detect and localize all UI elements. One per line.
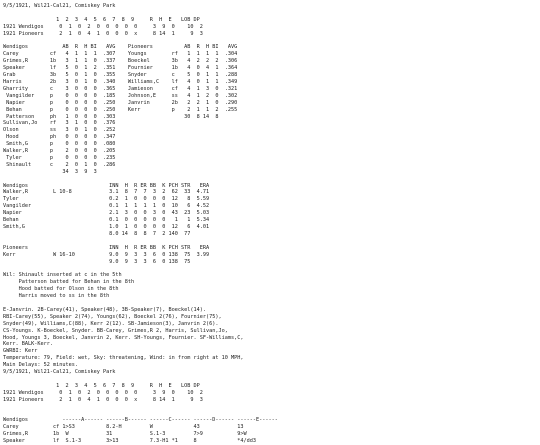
text-line: Hood batted for Olson in the 8th <box>3 286 119 293</box>
box-score-document <box>3 3 278 445</box>
text-line: Grimes,R 1b 3 1 1 0 .337 Boeckel 3b 4 2 2 2 .306 <box>3 58 238 65</box>
text-line: Shinault c 2 0 1 0 .286 <box>3 161 116 168</box>
text-line: Carey cf 1>S3 8.2-H W 43 13 <box>3 424 244 431</box>
text-line: Hood ph 0 0 0 0 .347 <box>3 134 116 141</box>
text-line: 9/5/1921, Wil21-Cal21, Comiskey Park <box>3 369 116 376</box>
text-line: 34 3 9 3 <box>3 168 97 175</box>
text-line: 9.0 9 3 3 6 0 138 75 <box>3 258 191 265</box>
text-line: Walker,R p 2 0 0 0 .205 <box>3 148 116 155</box>
text-line: Speaker lf 5 0 1 2 .351 Fournier 1b 4 0 4 1 .364 <box>3 65 238 72</box>
text-line: Napier 2.1 3 0 0 3 0 43 23 5.03 <box>3 210 210 217</box>
text-line: Vangilder 0.1 1 1 1 1 0 10 6 4.52 <box>3 203 210 210</box>
text-line: 1 2 3 4 5 6 7 8 9 R H E LOB DP <box>3 382 200 389</box>
text-line: RBI-Carey(55), Speaker 2(74), Youngs(62), Boeckel 2(76), Fournier(75), <box>3 313 222 320</box>
text-line: Temperature: 79, Field: wet, Sky: threatening, Wind: in from right at 10 MPH, <box>3 355 244 362</box>
text-line: E-Janvrin. 2B-Carey(41), Speaker(48), 3B-Speaker(7), Boeckel(14). <box>3 306 207 313</box>
text-line: Kerr. BALK-Kerr. <box>3 341 53 348</box>
text-line: Harris moved to ss in the 8th <box>3 293 110 300</box>
text-line: Tyler p 0 0 0 0 .235 <box>3 154 116 161</box>
text-line: Behan 0.1 0 0 0 0 0 1 1 5.34 <box>3 217 210 224</box>
text-line: 9/5/1921, Wil21-Cal21, Comiskey Park <box>3 3 116 9</box>
text-line: Tyler 0.2 1 0 0 0 0 12 8 5.59 <box>3 196 210 203</box>
text-line: Wendigos AB R H BI AVG Pioneers AB R H BI AVG <box>3 44 238 51</box>
blank-line <box>3 265 278 272</box>
blank-line <box>3 176 278 183</box>
text-line: Smith,G p 0 0 0 0 .080 <box>3 141 116 148</box>
text-line: Main Delays: 52 minutes. <box>3 362 78 369</box>
text-line: Smith,G 1.0 1 0 0 0 0 12 6 4.01 <box>3 224 210 230</box>
text-line: Kerr W 16-10 9.0 9 3 3 6 0 138 75 3.99 <box>3 251 210 258</box>
text-line: 1921 Pioneers 2 1 0 4 1 0 0 0 x 8 14 1 9 3 <box>3 30 203 37</box>
text-line: Wendigos INN H R ER BB K PCH STR ERA <box>3 182 210 189</box>
blank-line <box>3 38 278 45</box>
blank-line <box>3 300 278 307</box>
text-line: Pioneers INN H R ER BB K PCH STR ERA <box>3 244 210 251</box>
text-line: Patterson ph 1 0 0 0 .303 30 8 14 8 <box>3 113 219 120</box>
text-line: 1921 Pioneers 2 1 0 4 1 0 0 0 x 8 14 1 9 3 <box>3 396 203 403</box>
text-line: Speaker lf S.1-3 3>13 7.3-H1 *1 8 *4/dd3 <box>3 438 256 445</box>
text-line: Behan p 0 0 0 0 .250 Kerr p 2 1 1 2 .255 <box>3 106 238 113</box>
text-line: Patterson batted for Behan in the 8th <box>3 279 135 286</box>
text-line: Walker,R L 10-8 3.1 8 7 7 3 2 62 33 4.71 <box>3 189 210 196</box>
blank-line <box>3 410 278 417</box>
text-line: 1921 Wendigos 0 1 0 2 0 0 0 0 0 3 9 0 10 2 <box>3 23 203 30</box>
text-line: 1921 Wendigos 0 1 0 2 0 0 0 0 0 3 9 0 10 2 <box>3 389 203 396</box>
text-line: Wendigos ------A------ ------B------ ------C------ ------D------ ------E------ <box>3 417 278 424</box>
text-line: Grab 3b 5 0 1 0 .355 Snyder c 5 0 1 1 .288 <box>3 72 238 79</box>
text-line: Snyder(49), Williams,C(88), Kerr 2(12). SB-Jamieson(3), Janvrin 2(6). <box>3 320 219 327</box>
blank-line <box>3 376 278 383</box>
text-line: CS-Youngs. K-Boeckel, Snyder. BB-Carey, Grimes,R 2, Harris, Sullivan,Jo, <box>3 327 228 334</box>
text-line: Sullivan,Jo rf 3 1 0 0 .376 <box>3 120 116 127</box>
blank-line <box>3 10 278 17</box>
text-line: Napier p 0 0 0 0 .250 Janvrin 2b 2 2 1 0 .290 <box>3 99 238 106</box>
text-line: 8.0 14 8 8 7 2 140 77 <box>3 230 191 237</box>
text-line: GWRBI: Kerr <box>3 348 38 355</box>
text-line: Wil: Shinault inserted at c in the 5th <box>3 272 122 279</box>
text-line: Carey cf 4 1 1 1 .307 Youngs rf 1 1 1 1 .304 <box>3 51 238 58</box>
text-line: 1 2 3 4 5 6 7 8 9 R H E LOB DP <box>3 16 200 23</box>
text-line: Vangilder p 0 0 0 0 .185 Johnson,E ss 4 1 2 0 .302 <box>3 92 238 99</box>
text-line: Olson ss 3 0 1 0 .252 <box>3 127 116 134</box>
blank-line <box>3 238 278 245</box>
text-line: Hood, Youngs 3, Boeckel, Janvrin 2, Kerr. SH-Youngs, Fournier. SF-Williams,C, <box>3 334 244 341</box>
text-line: Harris 2b 3 0 1 0 .340 Williams,C lf 4 0 1 1 .349 <box>3 78 238 85</box>
text-line: Grimes,R 1b W 31 S.1-3 7>9 9>W <box>3 431 247 438</box>
text-line: Gharrity c 3 0 0 0 .365 Jamieson cf 4 1 3 0 .321 <box>3 85 238 92</box>
